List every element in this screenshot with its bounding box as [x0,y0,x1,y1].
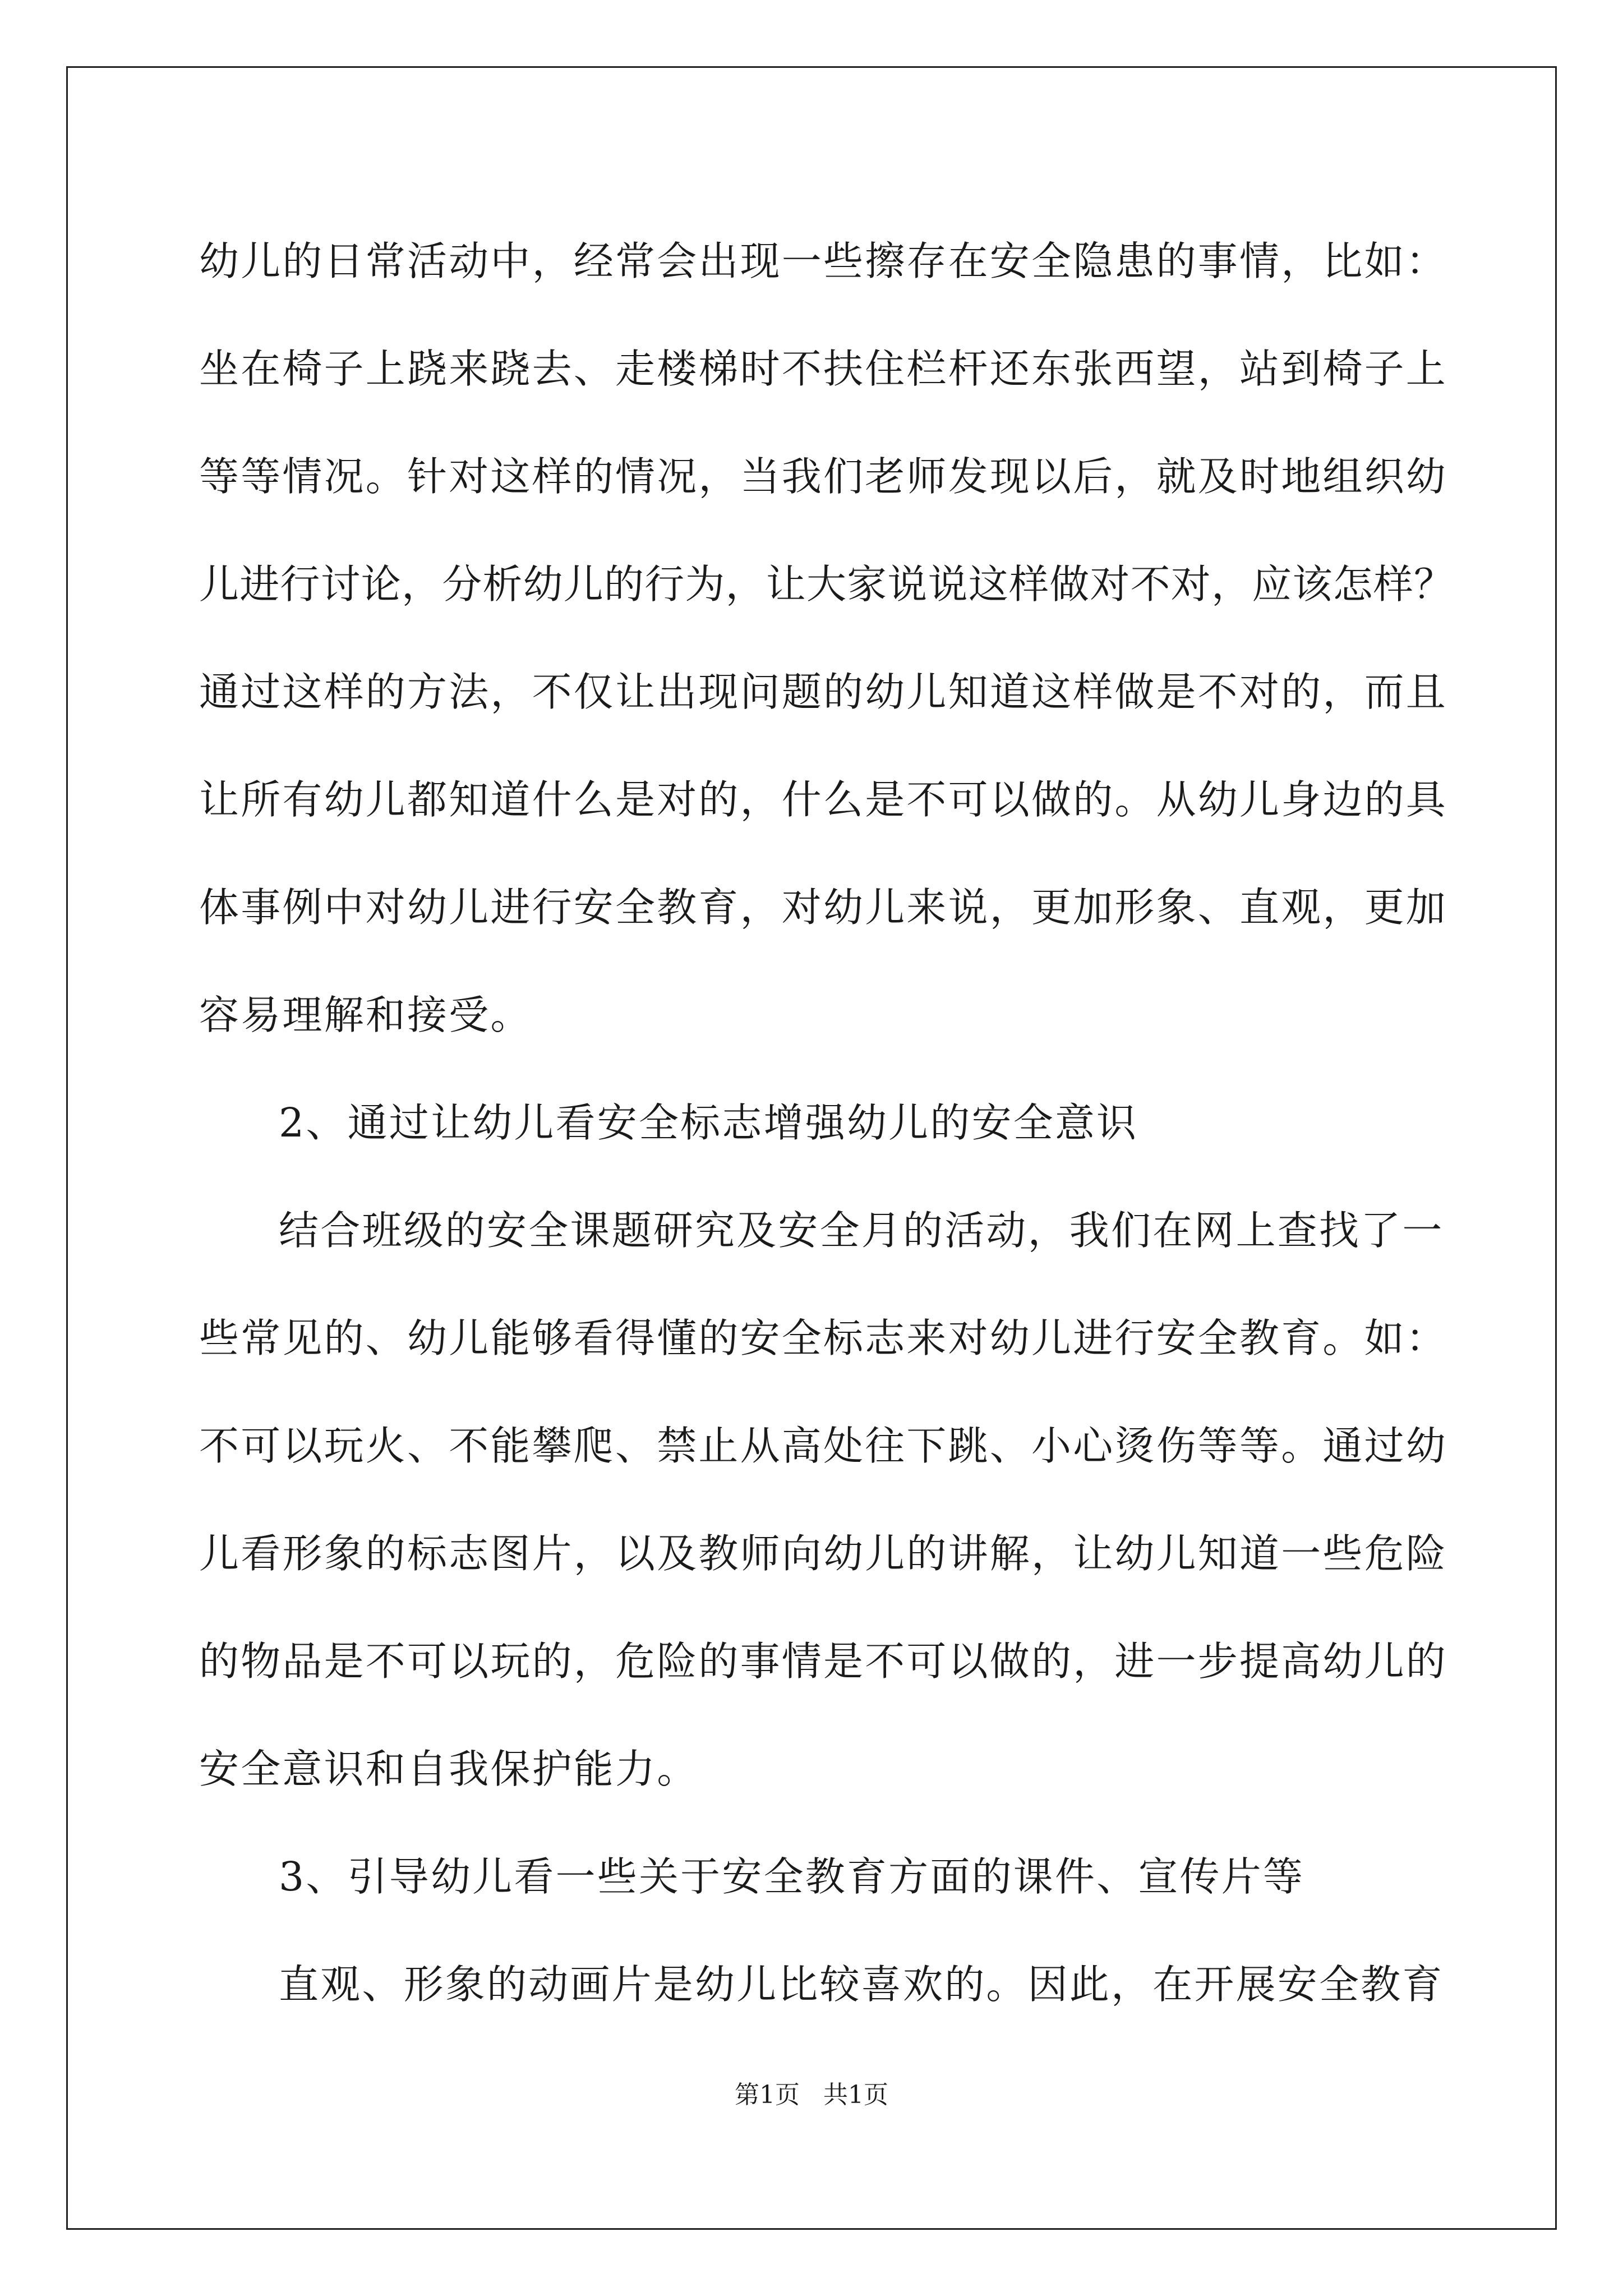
paragraph-line: 体事例中对幼儿进行安全教育，对幼儿来说，更加形象、直观，更加 [199,884,1448,931]
section-heading-3: 3、引导幼儿看一些关于安全教育方面的课件、宣传片等 [279,1853,1305,1900]
section-heading-2: 2、通过让幼儿看安全标志增强幼儿的安全意识 [279,1099,1138,1146]
paragraph-line: 儿看形象的标志图片，以及教师向幼儿的讲解，让幼儿知道一些危险 [199,1530,1448,1577]
paragraph-line: 些常见的、幼儿能够看得懂的安全标志来对幼儿进行安全教育。如： [199,1315,1448,1361]
paragraph-line: 结合班级的安全课题研究及安全月的活动，我们在网上查找了一 [279,1207,1444,1254]
paragraph-line: 不可以玩火、不能攀爬、禁止从高处往下跳、小心烫伤等等。通过幼 [199,1423,1448,1469]
paragraph-line: 让所有幼儿都知道什么是对的，什么是不可以做的。从幼儿身边的具 [199,776,1448,823]
paragraph-line: 儿进行讨论，分析幼儿的行为，让大家说说这样做对不对，应该怎样？ [199,561,1455,608]
document-body [199,208,1455,2039]
paragraph-line: 通过这样的方法，不仅让出现问题的幼儿知道这样做是不对的，而且 [199,669,1448,715]
paragraph-line: 坐在椅子上跷来跷去、走楼梯时不扶住栏杆还东张西望，站到椅子上 [199,346,1448,392]
paragraph-line: 安全意识和自我保护能力。 [199,1746,699,1792]
paragraph-line: 的物品是不可以玩的，危险的事情是不可以做的，进一步提高幼儿的 [199,1638,1448,1685]
paragraph-line: 直观、形象的动画片是幼儿比较喜欢的。因此，在开展安全教育 [279,1961,1444,2008]
paragraph-line: 等等情况。针对这样的情况，当我们老师发现以后，就及时地组织幼 [199,453,1448,500]
paragraph-line: 幼儿的日常活动中，经常会出现一些擦存在安全隐患的事情，比如： [199,238,1448,284]
paragraph-line: 容易理解和接受。 [199,992,532,1038]
page-number-footer: 第1页 共1页 [735,2081,888,2109]
